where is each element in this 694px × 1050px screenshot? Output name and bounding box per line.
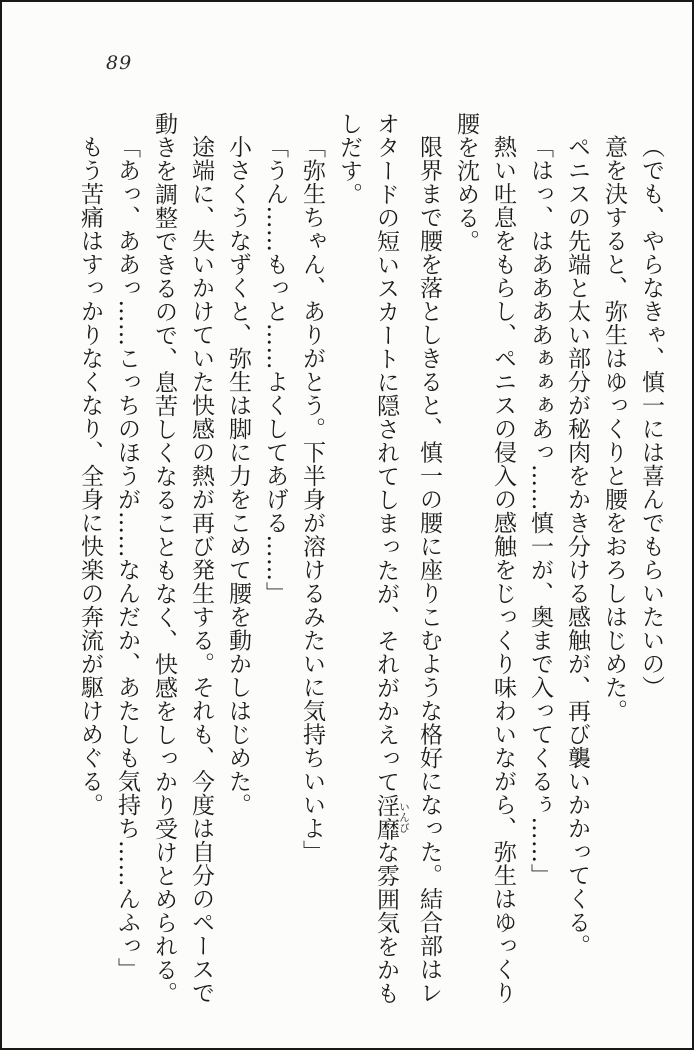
text-column: しだす。	[336, 112, 362, 206]
text-column: 途端に、失いかけていた快感の熱が再び発生する。それも、今度は自分のペースで	[188, 135, 214, 1005]
text-column: 腰を沈める。	[453, 112, 479, 253]
text-column: ペニスの先端と太い部分が秘肉をかき分ける感触が、再び襲いかかってくる。	[564, 135, 590, 958]
text-column: （でも、やらなきゃ、慎一には喜んでもらいたいの）	[638, 135, 664, 699]
furigana: いんび	[398, 793, 410, 841]
text-column: 限界まで腰を落としきると、慎一の腰に座りこむような格好になった。結合部はレ	[416, 135, 442, 1005]
text-column: 「はっ、はああああぁぁぁあっ……慎一が、奥まで入ってくるぅ……」	[527, 135, 553, 887]
ruby-base: 淫靡	[373, 793, 399, 841]
text-column: もう苦痛はすっかりなくなり、全身に快楽の奔流が駆けめぐる。	[77, 135, 103, 817]
ruby-word	[373, 793, 410, 841]
text-column	[367, 112, 410, 1014]
text-column: 動きを調整できるので、息苦しくなることもなく、快感をしっかり受けとめられる。	[151, 112, 177, 1005]
text-column: 「弥生ちゃん、ありがとう。下半身が溶けるみたいに気持ちいいよ」	[299, 135, 325, 864]
text-segment: オタードの短いスカートに隠されてしまったが、それがかえって	[373, 112, 399, 794]
text-column: 「うん……もっと……よくしてあげる……」	[262, 135, 288, 605]
text-column: 小さくうなずくと、弥生は脚に力をこめて腰を動かしはじめた。	[225, 135, 251, 817]
text-column: 意を決すると、弥生はゆっくりと腰をおろしはじめた。	[601, 135, 627, 723]
vertical-text-area	[71, 112, 669, 1014]
text-segment: な雰囲気をかも	[373, 840, 399, 1005]
page-number: 89	[106, 52, 133, 74]
text-column: 「あっ、ああっ……こっちのほうが……なんだか、あたしも気持ち……んふっ」	[114, 135, 140, 981]
text-column: 熱い吐息をもらし、ペニスの侵入の感触をじっくり味わいながら、弥生はゆっくり	[490, 135, 516, 1005]
